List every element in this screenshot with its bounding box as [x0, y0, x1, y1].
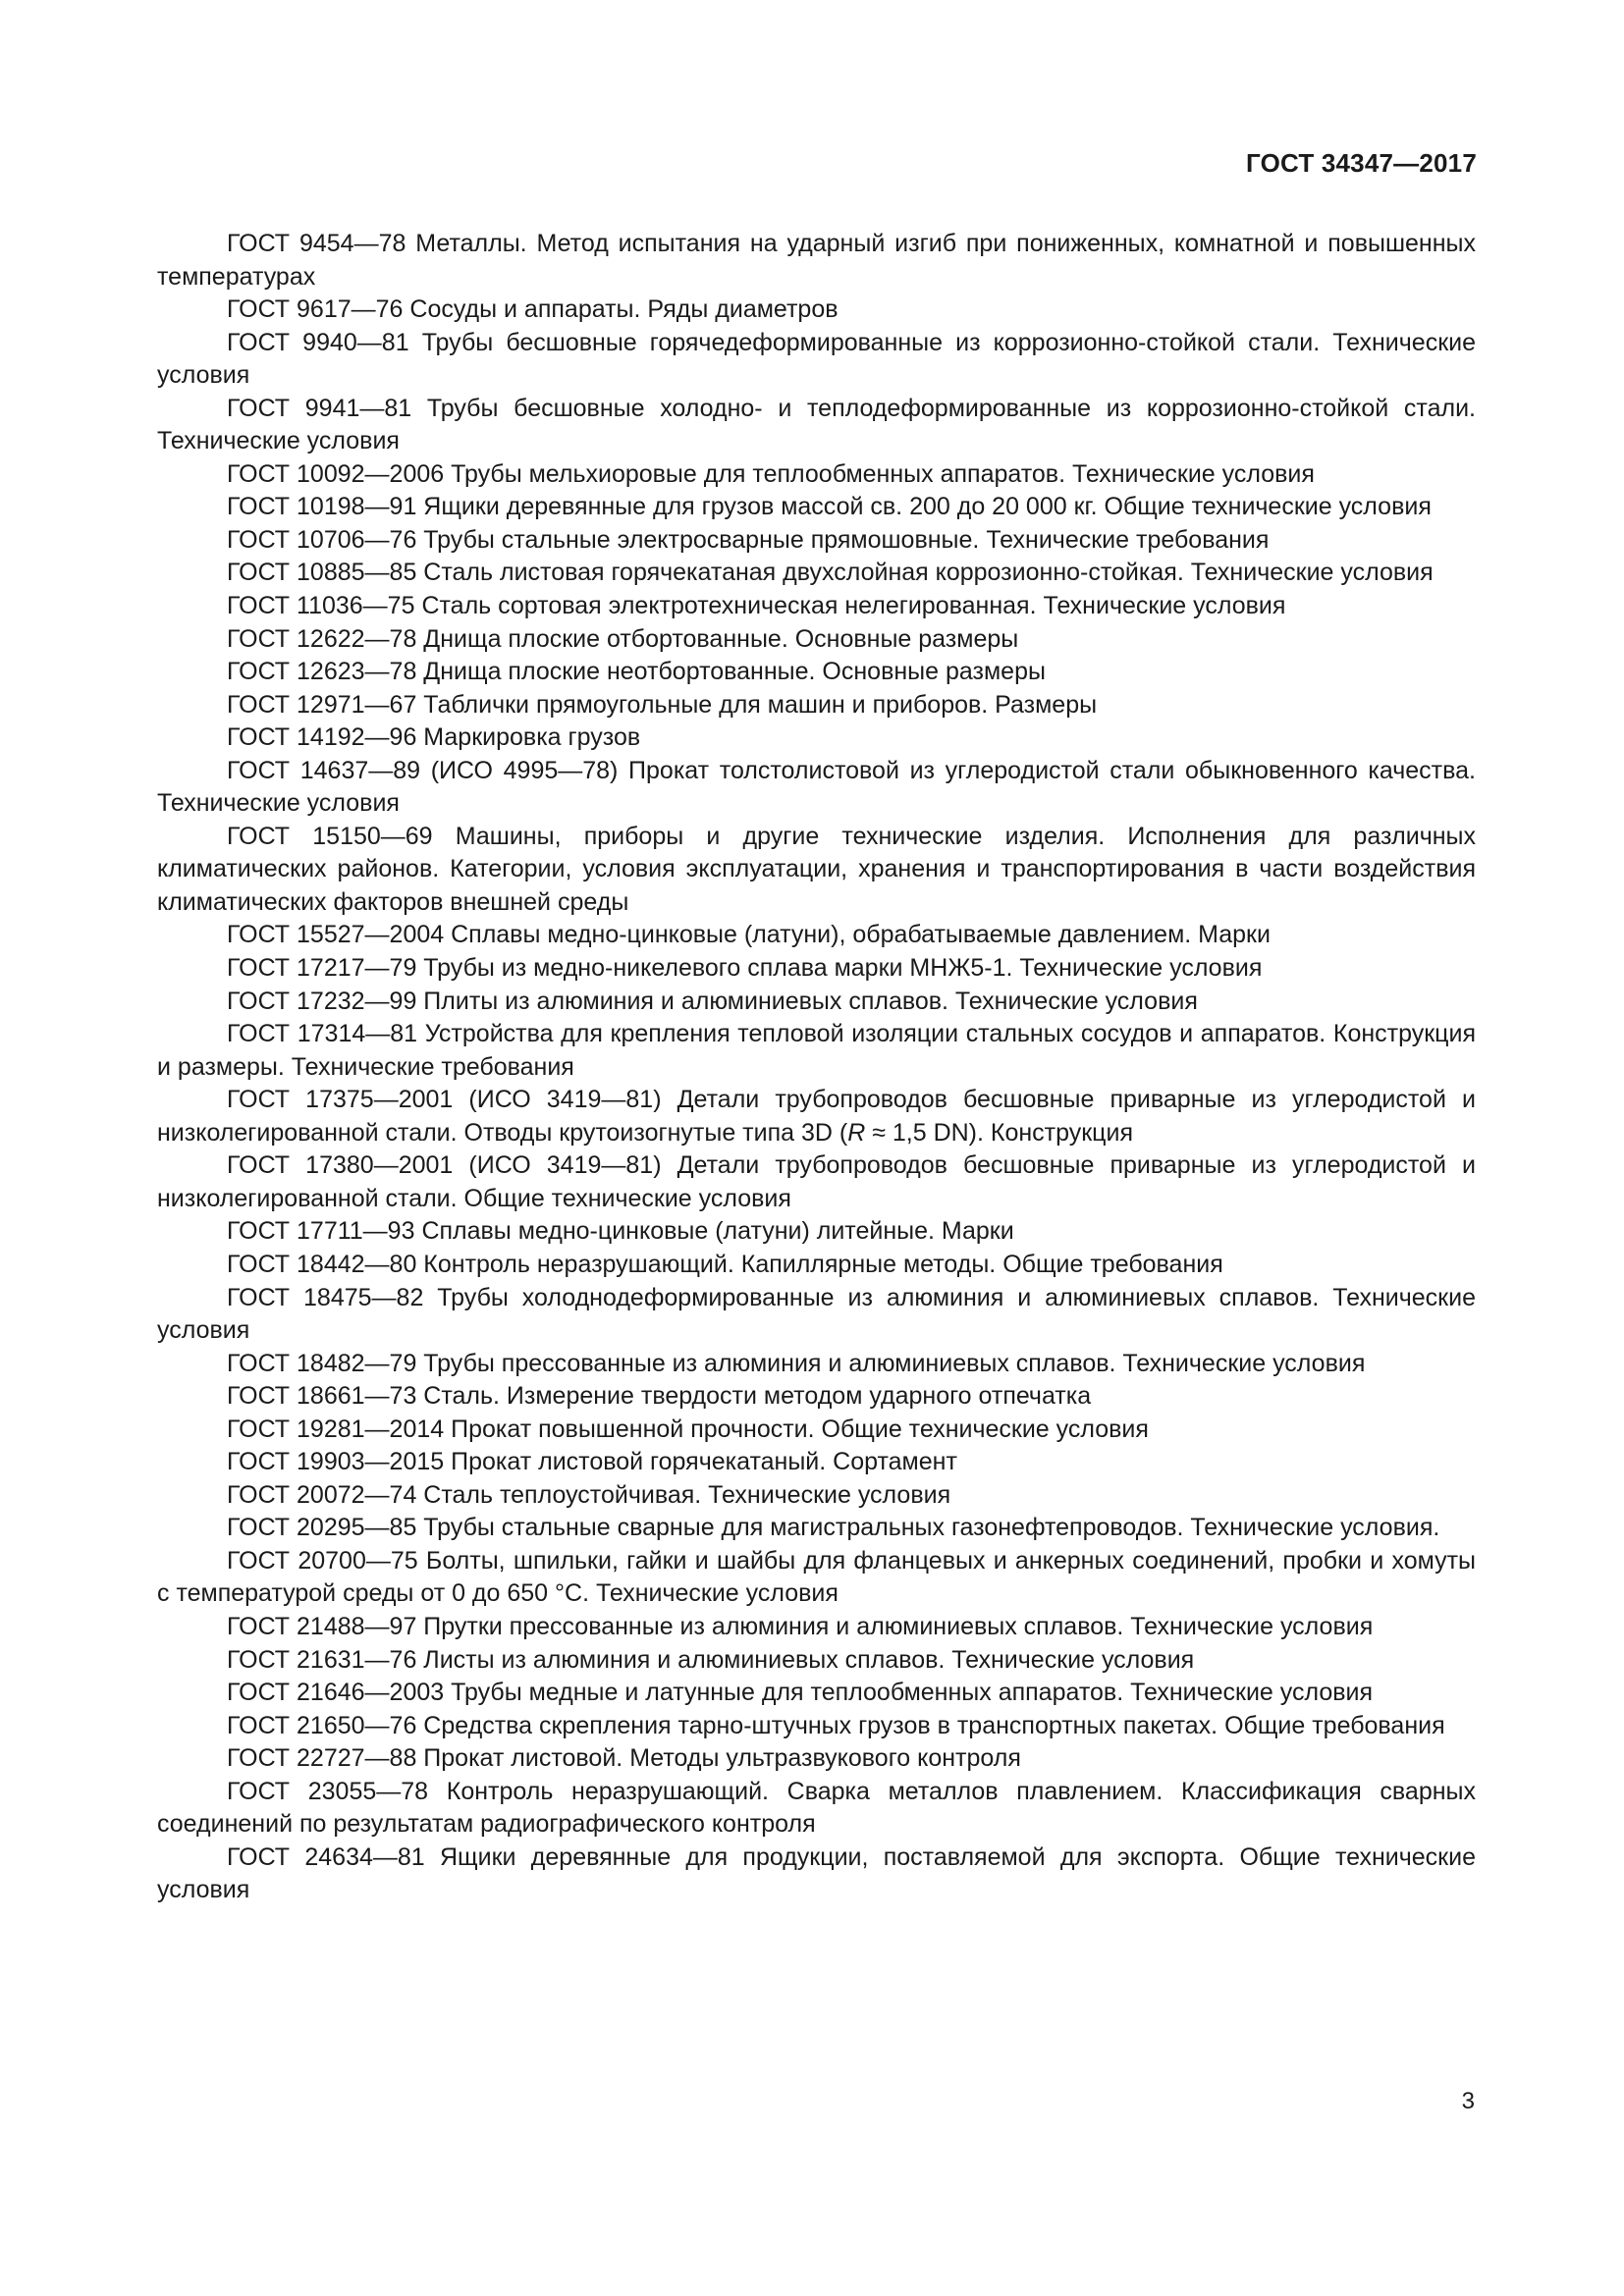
reference-item: ГОСТ 9941—81 Трубы бесшовные холодно- и теплодеформированные из коррозионно-стойкой стали. Технические условия — [157, 394, 1476, 455]
reference-item: ГОСТ 15527—2004 Сплавы медно-цинковые (латуни), обрабатываемые давлением. Марки — [227, 921, 1271, 949]
reference-item: ГОСТ 19903—2015 Прокат листовой горячекатаный. Сортамент — [227, 1448, 957, 1476]
reference-item: ГОСТ 20072—74 Сталь теплоустойчивая. Технические условия — [227, 1480, 951, 1509]
reference-item: ГОСТ 17380—2001 (ИСО 3419—81) Детали трубопроводов бесшовные приварные из углеродистой и низколегированной стали. Общие технические условия — [157, 1151, 1476, 1212]
reference-item: ГОСТ 17375—2001 (ИСО 3419—81) Детали трубопроводов бесшовные приварные из углеродистой и низколегированной стали. Отводы крутоизогнутые типа 3D (R ≈ 1,5 DN). Конструкция — [157, 1086, 1476, 1147]
reference-item: ГОСТ 11036—75 Сталь сортовая электротехническая нелегированная. Технические условия — [227, 592, 1286, 620]
reference-item: ГОСТ 12623—78 Днища плоские неотбортованные. Основные размеры — [227, 658, 1046, 686]
reference-item: ГОСТ 10198—91 Ящики деревянные для грузов массой св. 200 до 20 000 кг. Общие технические условия — [227, 493, 1432, 521]
reference-item: ГОСТ 18475—82 Трубы холоднодеформированные из алюминия и алюминиевых сплавов. Технические условия — [157, 1283, 1476, 1345]
document-code-header: ГОСТ 34347—2017 — [1246, 148, 1477, 178]
reference-item: ГОСТ 9617—76 Сосуды и аппараты. Ряды диаметров — [227, 295, 839, 324]
reference-item: ГОСТ 14637—89 (ИСО 4995—78) Прокат толстолистовой из углеродистой стали обыкновенного качества. Технические условия — [157, 756, 1476, 818]
reference-item: ГОСТ 19281—2014 Прокат повышенной прочности. Общие технические условия — [227, 1415, 1149, 1443]
reference-item: ГОСТ 20700—75 Болты, шпильки, гайки и шайбы для фланцевых и анкерных соединений, пробки и хомуты с температурой среды от 0 до 650 °С. Технические условия — [157, 1546, 1476, 1608]
reference-item: ГОСТ 10885—85 Сталь листовая горячекатаная двухслойная коррозионно-стойкая. Технические условия — [227, 559, 1434, 587]
reference-item: ГОСТ 21650—76 Средства скрепления тарно-штучных грузов в транспортных пакетах. Общие требования — [227, 1711, 1445, 1739]
reference-item: ГОСТ 22727—88 Прокат листовой. Методы ультразвукового контроля — [227, 1744, 1021, 1773]
reference-item: ГОСТ 9940—81 Трубы бесшовные горячедеформированные из коррозионно-стойкой стали. Технические условия — [157, 328, 1476, 390]
reference-item: ГОСТ 12622—78 Днища плоские отбортованные. Основные размеры — [227, 624, 1019, 653]
reference-item: ГОСТ 17232—99 Плиты из алюминия и алюминиевых сплавов. Технические условия — [227, 987, 1198, 1015]
reference-item: ГОСТ 17314—81 Устройства для крепления тепловой изоляции стальных сосудов и аппаратов. Конструкция и размеры. Технические требования — [157, 1020, 1476, 1081]
normative-references-list — [157, 228, 1476, 1907]
reference-item: ГОСТ 21646—2003 Трубы медные и латунные для теплообменных аппаратов. Технические условия — [227, 1679, 1374, 1707]
reference-item: ГОСТ 18482—79 Трубы прессованные из алюминия и алюминиевых сплавов. Технические условия — [227, 1349, 1366, 1377]
reference-item: ГОСТ 15150—69 Машины, приборы и другие технические изделия. Исполнения для различных климатических районов. Категории, условия эксплуатации, хранения и транспортирования в части воздействия климатических факторов внешней среды — [157, 822, 1476, 916]
reference-item: ГОСТ 24634—81 Ящики деревянные для продукции, поставляемой для экспорта. Общие технические условия — [157, 1842, 1476, 1904]
reference-item: ГОСТ 17711—93 Сплавы медно-цинковые (латуни) литейные. Марки — [227, 1217, 1014, 1246]
reference-item: ГОСТ 23055—78 Контроль неразрушающий. Сварка металлов плавлением. Классификация сварных соединений по результатам радиографического контроля — [157, 1777, 1476, 1839]
reference-item: ГОСТ 10092—2006 Трубы мельхиоровые для теплообменных аппаратов. Технические условия — [227, 459, 1315, 488]
reference-item: ГОСТ 12971—67 Таблички прямоугольные для машин и приборов. Размеры — [227, 690, 1098, 719]
reference-item: ГОСТ 17217—79 Трубы из медно-никелевого сплава марки МНЖ5-1. Технические условия — [227, 954, 1263, 983]
reference-item: ГОСТ 21631—76 Листы из алюминия и алюминиевых сплавов. Технические условия — [227, 1645, 1195, 1674]
reference-item: ГОСТ 14192—96 Маркировка грузов — [227, 723, 641, 752]
reference-item: ГОСТ 21488—97 Прутки прессованные из алюминия и алюминиевых сплавов. Технические условия — [227, 1612, 1374, 1640]
radius-symbol: R — [847, 1118, 866, 1147]
reference-item: ГОСТ 18442—80 Контроль неразрушающий. Капиллярные методы. Общие требования — [227, 1250, 1223, 1278]
reference-item: ГОСТ 9454—78 Металлы. Метод испытания на ударный изгиб при пониженных, комнатной и повышенных температурах — [157, 230, 1476, 291]
reference-item: ГОСТ 18661—73 Сталь. Измерение твердости методом ударного отпечатка — [227, 1382, 1092, 1411]
page-number: 3 — [1461, 2088, 1475, 2114]
reference-item: ГОСТ 10706—76 Трубы стальные электросварные прямошовные. Технические требования — [227, 525, 1270, 554]
reference-item: ГОСТ 20295—85 Трубы стальные сварные для магистральных газонефтепроводов. Технические условия. — [227, 1514, 1440, 1542]
